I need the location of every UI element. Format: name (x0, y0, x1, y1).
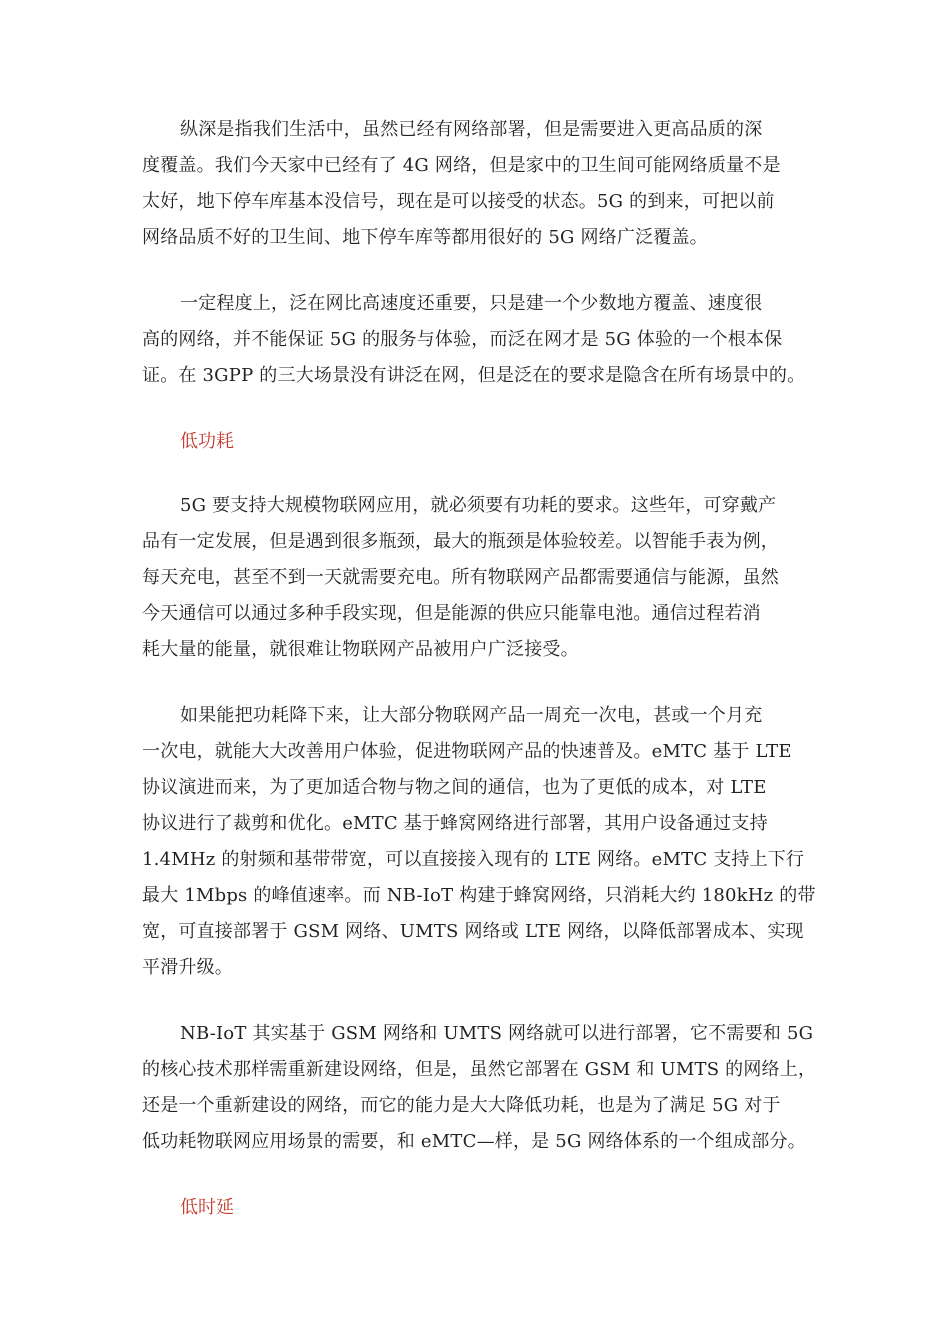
paragraph-line: 品有一定发展，但是遇到很多瓶颈，最大的瓶颈是体验较差。以智能手表为例， (142, 531, 779, 552)
paragraph-line: 如果能把功耗降下来，让大部分物联网产品一周充一次电，甚或一个月充 (180, 705, 763, 726)
paragraph-line: 耗大量的能量，就很难让物联网产品被用户广泛接受。 (142, 639, 579, 660)
section-heading-low-power: 低功耗 (180, 431, 234, 452)
paragraph-line: 度覆盖。我们今天家中已经有了 4G 网络，但是家中的卫生间可能网络质量不是 (142, 155, 781, 176)
paragraph-line: 一定程度上，泛在网比高速度还重要，只是建一个少数地方覆盖、速度很 (180, 293, 763, 314)
paragraph-line: 宽，可直接部署于 GSM 网络、UMTS 网络或 LTE 网络，以降低部署成本、实现 (142, 921, 804, 942)
section-heading-low-latency: 低时延 (180, 1197, 234, 1218)
paragraph-line: 的核心技术那样需重新建设网络，但是，虽然它部署在 GSM 和 UMTS 的网络上， (142, 1059, 817, 1080)
paragraph-line: 高的网络，并不能保证 5G 的服务与体验，而泛在网才是 5G 体验的一个根本保 (142, 329, 783, 350)
paragraph-line: 今天通信可以通过多种手段实现，但是能源的供应只能靠电池。通信过程若消 (142, 603, 761, 624)
paragraph-line: 网络品质不好的卫生间、地下停车库等都用很好的 5G 网络广泛覆盖。 (142, 227, 708, 248)
paragraph-line: 低功耗物联网应用场景的需要，和 eMTC—样，是 5G 网络体系的一个组成部分。 (142, 1131, 806, 1152)
paragraph-line: NB-IoT 其实基于 GSM 网络和 UMTS 网络就可以进行部署，它不需要和 5G (180, 1023, 814, 1044)
paragraph-line: 最大 1Mbps 的峰值速率。而 NB-IoT 构建于蜂窝网络，只消耗大约 180kHz 的带 (142, 885, 816, 906)
paragraph-line: 证。在 3GPP 的三大场景没有讲泛在网，但是泛在的要求是隐含在所有场景中的。 (142, 365, 806, 386)
paragraph-line: 太好，地下停车库基本没信号，现在是可以接受的状态。5G 的到来，可把以前 (142, 191, 775, 212)
paragraph-line: 协议进行了裁剪和优化。eMTC 基于蜂窝网络进行部署，其用户设备通过支持 (142, 813, 768, 834)
paragraph-line: 还是一个重新建设的网络，而它的能力是大大降低功耗，也是为了满足 5G 对于 (142, 1095, 781, 1116)
paragraph-line: 协议演进而来，为了更加适合物与物之间的通信，也为了更低的成本，对 LTE (142, 777, 767, 798)
paragraph-line: 1.4MHz 的射频和基带带宽，可以直接接入现有的 LTE 网络。eMTC 支持上下行 (142, 849, 805, 870)
paragraph-line: 纵深是指我们生活中，虽然已经有网络部署，但是需要进入更高品质的深 (180, 119, 763, 140)
paragraph-line: 平滑升级。 (142, 957, 233, 978)
paragraph-line: 每天充电，甚至不到一天就需要充电。所有物联网产品都需要通信与能源，虽然 (142, 567, 779, 588)
paragraph-line: 5G 要支持大规模物联网应用，就必须要有功耗的要求。这些年，可穿戴产 (180, 495, 777, 516)
paragraph-line: 一次电，就能大大改善用户体验，促进物联网产品的快速普及。eMTC 基于 LTE (142, 741, 792, 762)
